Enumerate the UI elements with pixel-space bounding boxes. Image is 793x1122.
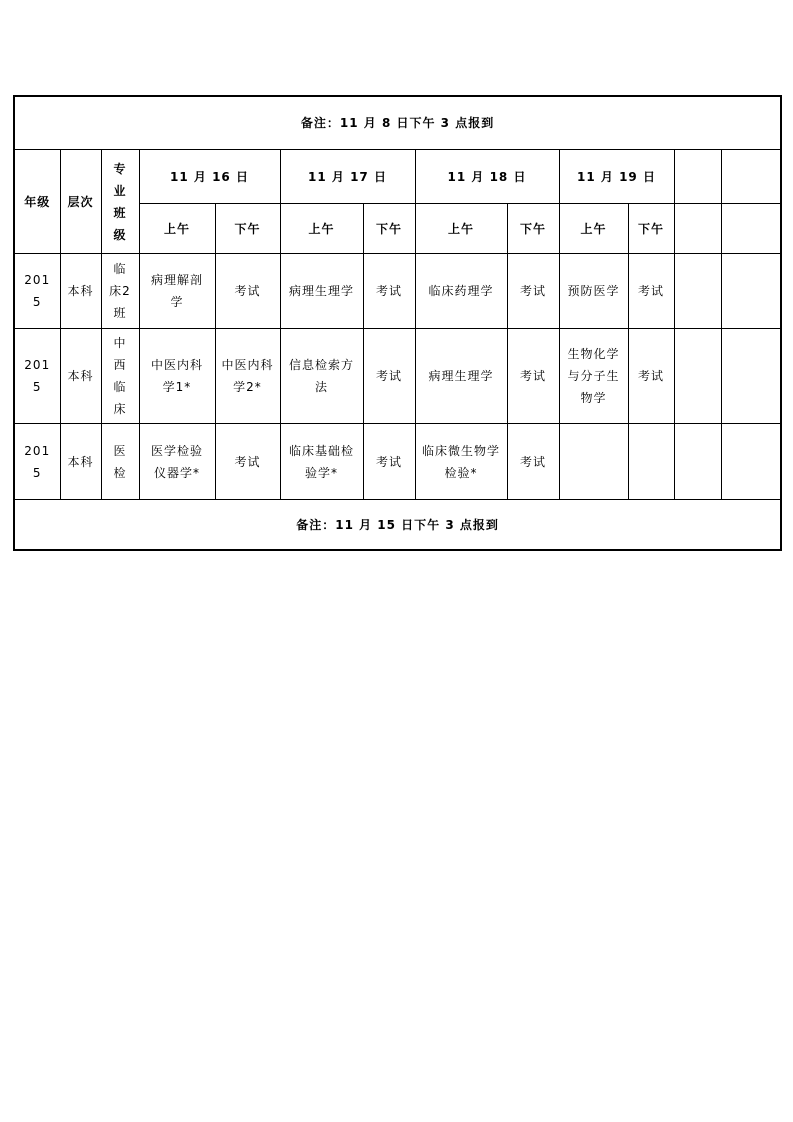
exam-cell: 考试 <box>507 424 559 500</box>
exam-cell: 考试 <box>507 254 559 329</box>
major-cell: 临床2班 <box>101 254 139 329</box>
course-cell: 生物化学与分子生物学 <box>559 329 628 424</box>
header-date-nov16: 11 月 16 日 <box>139 150 280 204</box>
exam-cell: 考试 <box>628 254 674 329</box>
course-cell: 病理解剖学 <box>139 254 215 329</box>
header-grade: 年级 <box>14 150 60 254</box>
data-row-medical-lab <box>14 424 781 500</box>
course-cell: 医学检验仪器学* <box>139 424 215 500</box>
header-level: 层次 <box>60 150 101 254</box>
exam-schedule-table <box>13 95 782 551</box>
empty-cell <box>674 424 721 500</box>
exam-cell: 考试 <box>363 329 415 424</box>
empty-header-cell <box>721 150 781 204</box>
empty-header-cell <box>674 150 721 204</box>
course-cell: 中医内科学1* <box>139 329 215 424</box>
header-major-class: 专业班级 <box>101 150 139 254</box>
empty-cell <box>721 329 781 424</box>
header-pm-nov17: 下午 <box>363 204 415 254</box>
level-cell: 本科 <box>60 254 101 329</box>
level-cell: 本科 <box>60 424 101 500</box>
header-date-nov17: 11 月 17 日 <box>280 150 415 204</box>
course-cell: 临床药理学 <box>415 254 507 329</box>
top-note-row <box>14 96 781 150</box>
grade-cell: 2015 <box>14 254 60 329</box>
exam-cell: 考试 <box>363 424 415 500</box>
course-cell: 临床微生物学检验* <box>415 424 507 500</box>
major-cell: 医检 <box>101 424 139 500</box>
bottom-note-cell: 备注：11 月 15 日下午 3 点报到 <box>14 500 781 551</box>
empty-cell <box>721 254 781 329</box>
header-am-nov17: 上午 <box>280 204 363 254</box>
header-date-nov19: 11 月 19 日 <box>559 150 674 204</box>
major-cell: 中西临床 <box>101 329 139 424</box>
course-cell: 临床基础检验学* <box>280 424 363 500</box>
header-pm-nov16: 下午 <box>215 204 280 254</box>
exam-cell: 考试 <box>215 254 280 329</box>
exam-cell: 考试 <box>215 424 280 500</box>
course-cell: 病理生理学 <box>280 254 363 329</box>
bottom-note-row <box>14 500 781 551</box>
empty-cell <box>674 329 721 424</box>
course-cell: 信息检索方法 <box>280 329 363 424</box>
empty-cell <box>628 424 674 500</box>
grade-cell: 2015 <box>14 424 60 500</box>
header-pm-nov19: 下午 <box>628 204 674 254</box>
header-am-nov19: 上午 <box>559 204 628 254</box>
level-cell: 本科 <box>60 329 101 424</box>
empty-cell <box>674 254 721 329</box>
empty-header-cell <box>674 204 721 254</box>
exam-cell: 考试 <box>507 329 559 424</box>
data-row-tcm-western <box>14 329 781 424</box>
top-note-cell: 备注：11 月 8 日下午 3 点报到 <box>14 96 781 150</box>
course-cell: 病理生理学 <box>415 329 507 424</box>
header-am-nov16: 上午 <box>139 204 215 254</box>
empty-cell <box>721 424 781 500</box>
course-cell: 预防医学 <box>559 254 628 329</box>
header-date-nov18: 11 月 18 日 <box>415 150 559 204</box>
header-am-nov18: 上午 <box>415 204 507 254</box>
empty-cell <box>559 424 628 500</box>
exam-cell: 考试 <box>628 329 674 424</box>
empty-header-cell <box>721 204 781 254</box>
course-cell: 中医内科学2* <box>215 329 280 424</box>
exam-cell: 考试 <box>363 254 415 329</box>
header-pm-nov18: 下午 <box>507 204 559 254</box>
date-header-row <box>14 150 781 204</box>
grade-cell: 2015 <box>14 329 60 424</box>
data-row-clinical-class2 <box>14 254 781 329</box>
